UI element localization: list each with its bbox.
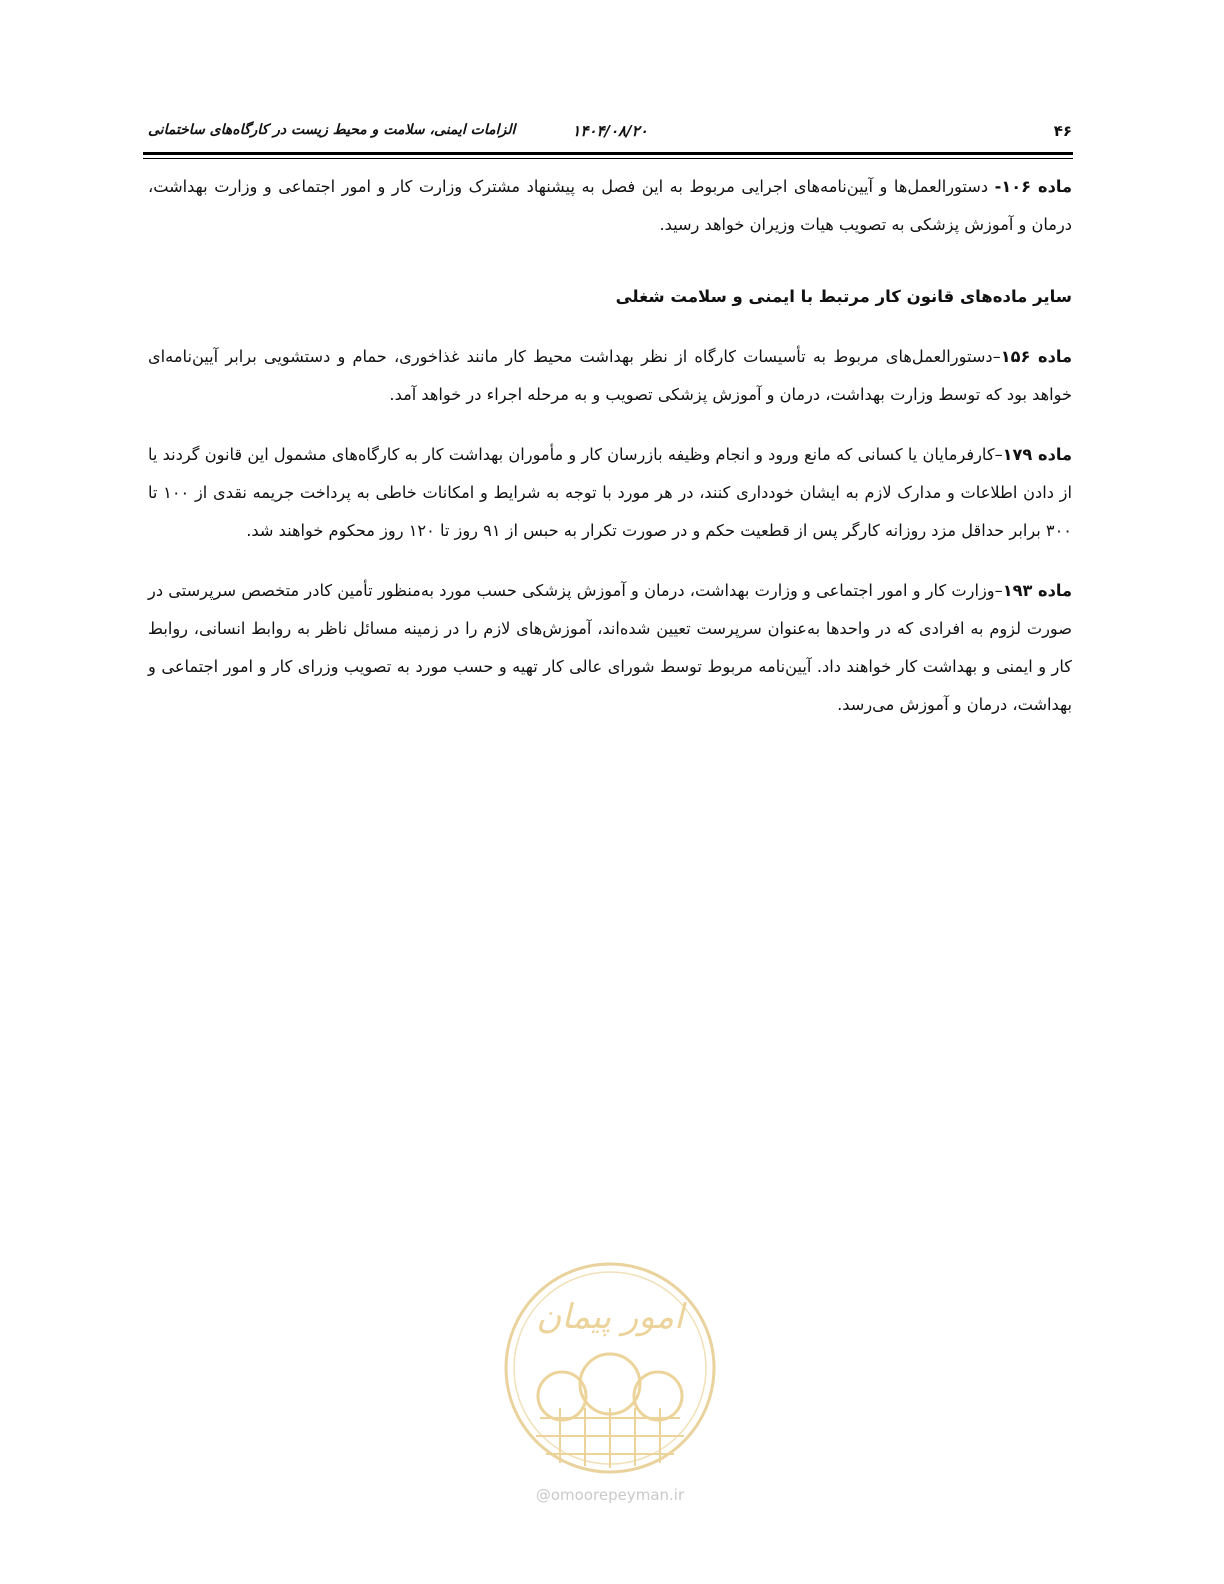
section-heading: سایر ماده‌های قانون کار مرتبط با ایمنی و سلامت شغلی bbox=[615, 287, 1072, 306]
article-text: –کارفرمایان یا کسانی که مانع ورود و انجام وظیفه بازرسان کار و مأموران بهداشت کار به کارگاه‌های مشمول این قانون گردند یا از دادن اطلاعات و مدارک لازم به ایشان خودداری کنند، در هر مورد با توجه به شرایط و امکانات خاطی به پرداخت جریمه نقدی از ۱۰۰ تا ۳۰۰ برابر حداقل مزد روزانه کارگر پس از قطعیت حکم و در صورت تکرار به حبس از ۹۱ روز تا ۱۲۰ روز محکوم خواهند شد. bbox=[148, 445, 1072, 540]
watermark-seal-icon bbox=[500, 1258, 720, 1478]
article-text: –وزارت کار و امور اجتماعی و وزارت بهداشت، درمان و آموزش پزشکی حسب مورد به‌منظور تأمین کادر متخصص سرپرستی در صورت لزوم به افرادی که در واحدها به‌عنوان سرپرست تعیین شده‌اند، آموزش‌های لازم را در زمینه مسائل ناظر به روابط انسانی، روابط کار و ایمنی و بهداشت کار خواهند داد. آیین‌نامه مربوط توسط شورای عالی کار تهیه و حسب مورد به تصویب وزرای کار و امور اجتماعی و بهداشت، درمان و آموزش می‌رسد. bbox=[148, 581, 1072, 714]
page-content bbox=[148, 168, 1072, 746]
article-193 bbox=[148, 572, 1072, 724]
seal-lettering: امور پیمان bbox=[536, 1297, 684, 1337]
page-header bbox=[148, 122, 1072, 148]
book-title: الزامات ایمنی، سلامت و محیط زیست در کارگاه‌های ساختمانی bbox=[148, 122, 516, 138]
article-label: ماده ۱۷۹ bbox=[1002, 445, 1072, 464]
article-label: ماده ۱۹۳ bbox=[1002, 581, 1072, 600]
watermark-caption: @omoorepeyman.ir bbox=[535, 1486, 685, 1504]
article-156 bbox=[148, 338, 1072, 414]
header-rule-thin bbox=[143, 158, 1073, 159]
article-text: دستورالعمل‌ها و آیین‌نامه‌های اجرایی مربوط به این فصل به پیشنهاد مشترک وزارت کار و امور اجتماعی و وزارت بهداشت، درمان و آموزش پزشکی به تصویب هیات وزیران خواهد رسید. bbox=[148, 177, 1072, 234]
header-date: ۱۴۰۴/۰۸/۲۰ bbox=[572, 122, 648, 140]
page-number: ۴۶ bbox=[1053, 122, 1072, 140]
header-rule-thick bbox=[143, 152, 1073, 155]
article-179 bbox=[148, 436, 1072, 550]
article-label: ماده ۱۰۶- bbox=[994, 177, 1073, 196]
article-106 bbox=[148, 168, 1072, 244]
article-label: ماده ۱۵۶ bbox=[1000, 347, 1072, 366]
article-text: –دستورالعمل‌های مربوط به تأسیسات کارگاه از نظر بهداشت محیط کار مانند غذاخوری، حمام و دستشویی برابر آیین‌نامه‌ای خواهد بود که توسط وزارت بهداشت، درمان و آموزش پزشکی تصویب و به مرحله اجراء در خواهد آمد. bbox=[148, 347, 1072, 404]
